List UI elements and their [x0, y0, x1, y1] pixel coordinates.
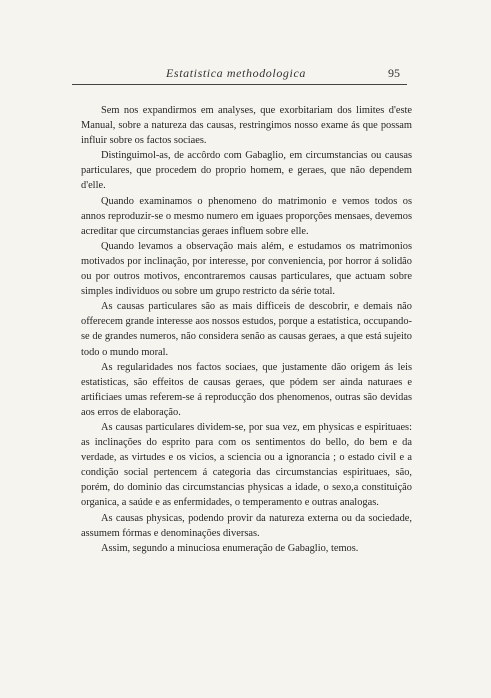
header-rule — [72, 84, 407, 85]
page-number: 95 — [388, 66, 400, 80]
running-title: Estatistica methodologica — [166, 66, 306, 80]
paragraph: As causas particulares dividem-se, por sua vez, em physicas e espirituaes: as inclinações do esprito para com os sentimentos do bello, do bem e da verdade, as virtudes e os vicios, a sciencia ou a ignorancia ; o estado civil e a condição social pertencem á categoria das circumstancias espirituaes, são, porém, do dominio das circumstancias physicas a idade, o sexo,a constituição organica, a saúde e as enfermidades, o temperamento e outras analogas. — [81, 421, 412, 509]
paragraph: Distinguimol-as, de accôrdo com Gabaglio, em circumstancias ou causas particulares, que procedem do proprio homem, e geraes, que não dependem d'elle. — [81, 150, 412, 192]
paragraph: As causas particulares são as mais difficeis de descobrir, e demais não offerecem grande interesse aos nossos estudos, porque a estatistica, occupando-se de grandes numeros, não considera senão as causas geraes, a que está sujeito todo o mundo moral. — [81, 301, 412, 358]
paragraph: As regularidades nos factos sociaes, que justamente dão origem ás leis estatisticas, são effeitos de causas geraes, que pódem ser ainda naturaes e artificiaes umas referem-se á reproducção dos phenomenos, outras são devidas aos erros de elaboração. — [81, 361, 412, 418]
paragraph: Sem nos expandirmos em analyses, que exorbitariam dos limites d'este Manual, sobre a natureza das causas, restringimos nosso exame ás que possam influir sobre os factos sociaes. — [81, 105, 412, 147]
paragraph: Quando examinamos o phenomeno do matrimonio e vemos todos os annos reproduzir-se o mesmo numero em iguaes proporções mensaes, devemos acreditar que circumstancias geraes influem sobre elle. — [81, 195, 412, 237]
paragraph: Quando levamos a observação mais além, e estudamos os matrimonios motivados por inclinação, por interesse, por conveniencia, por horror á solidão ou por outros motivos, encontraremos causas particulares, que actuam sobre simples individuos ou sobre um grupo restricto da série total. — [81, 240, 412, 298]
paragraph: As causas physicas, podendo provir da natureza externa ou da sociedade, assumem fórmas e denominações diversas. — [81, 512, 412, 539]
body-text — [81, 103, 412, 556]
paragraph: Assim, segundo a minuciosa enumeração de Gabaglio, temos. — [101, 542, 359, 554]
running-head — [72, 66, 400, 82]
